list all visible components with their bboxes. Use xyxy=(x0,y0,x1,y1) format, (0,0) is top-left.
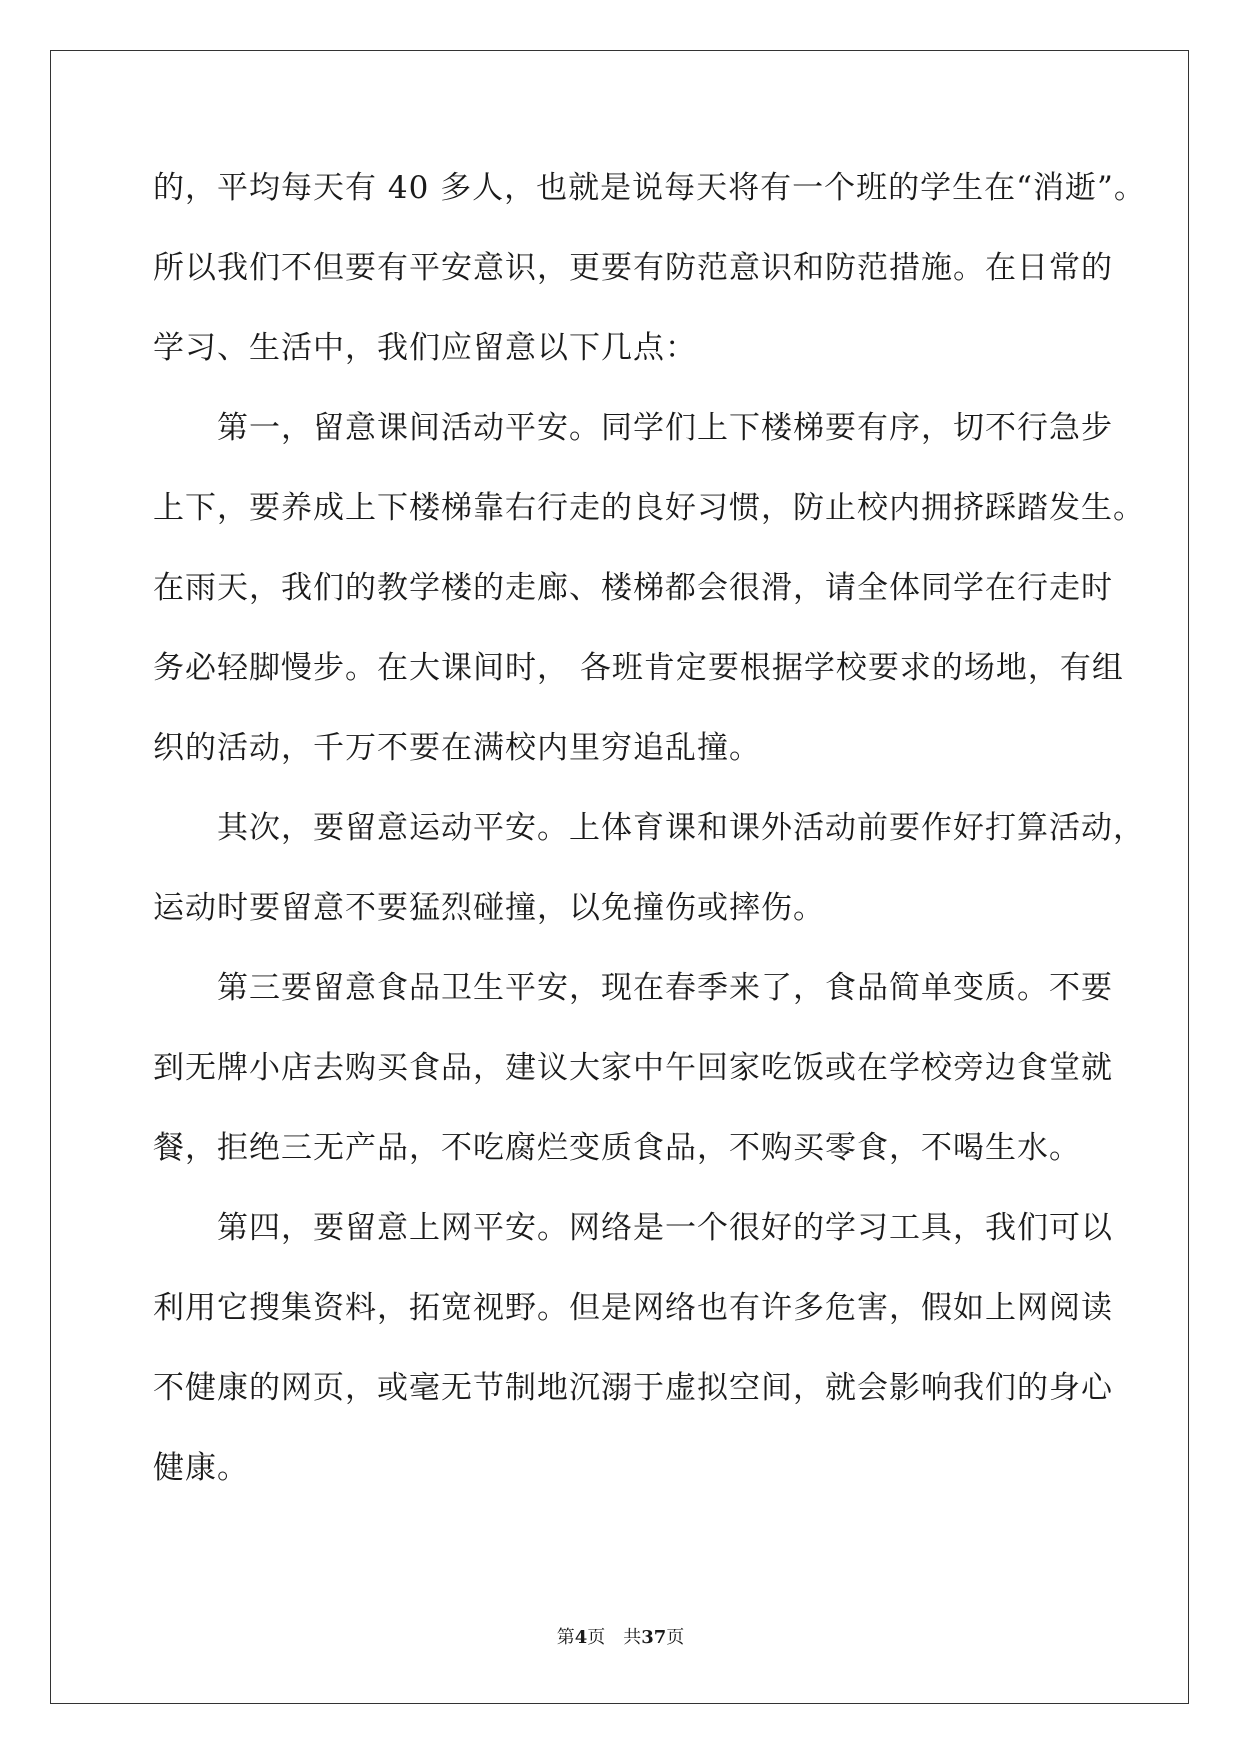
page-prefix: 第 xyxy=(556,1627,575,1648)
total-suffix: 页 xyxy=(666,1627,685,1648)
text-line: 餐，拒绝三无产品，不吃腐烂变质食品，不购买零食，不喝生水。 xyxy=(153,1130,1081,1166)
page-suffix: 页 xyxy=(587,1627,606,1648)
page-number: 4 xyxy=(574,1627,588,1648)
text-line: 利用它搜集资料，拓宽视野。但是网络也有许多危害，假如上网阅读 xyxy=(153,1290,1113,1326)
total-pages: 37 xyxy=(641,1627,667,1648)
text-line: 第一，留意课间活动平安。同学们上下楼梯要有序，切不行急步 xyxy=(153,410,1113,446)
text-line: 在雨天，我们的教学楼的走廊、楼梯都会很滑，请全体同学在行走时 xyxy=(153,570,1113,606)
total-prefix: 共 xyxy=(623,1627,642,1648)
page-footer xyxy=(0,1623,1241,1649)
text-line: 其次，要留意运动平安。上体育课和课外活动前要作好打算活动， xyxy=(153,810,1145,846)
text-line: 健康。 xyxy=(153,1450,249,1486)
text-line: 的，平均每天有 40 多人，也就是说每天将有一个班的学生在“消逝”。 xyxy=(153,170,1146,206)
text-line: 织的活动，千万不要在满校内里穷追乱撞。 xyxy=(153,730,761,766)
text-line: 不健康的网页，或毫无节制地沉溺于虚拟空间，就会影响我们的身心 xyxy=(153,1370,1113,1406)
text-line: 务必轻脚慢步。在大课间时， 各班肯定要根据学校要求的场地，有组 xyxy=(153,650,1124,686)
text-line: 上下，要养成上下楼梯靠右行走的良好习惯，防止校内拥挤踩踏发生。 xyxy=(153,490,1145,526)
text-line: 第四，要留意上网平安。网络是一个很好的学习工具，我们可以 xyxy=(153,1210,1113,1246)
text-line: 第三要留意食品卫生平安，现在春季来了，食品简单变质。不要 xyxy=(153,970,1113,1006)
text-line: 运动时要留意不要猛烈碰撞，以免撞伤或摔伤。 xyxy=(153,890,825,926)
text-line: 到无牌小店去购买食品，建议大家中午回家吃饭或在学校旁边食堂就 xyxy=(153,1050,1113,1086)
document-body xyxy=(153,158,1146,1518)
text-line: 学习、生活中，我们应留意以下几点： xyxy=(153,330,697,366)
text-line: 所以我们不但要有平安意识，更要有防范意识和防范措施。在日常的 xyxy=(153,250,1113,286)
